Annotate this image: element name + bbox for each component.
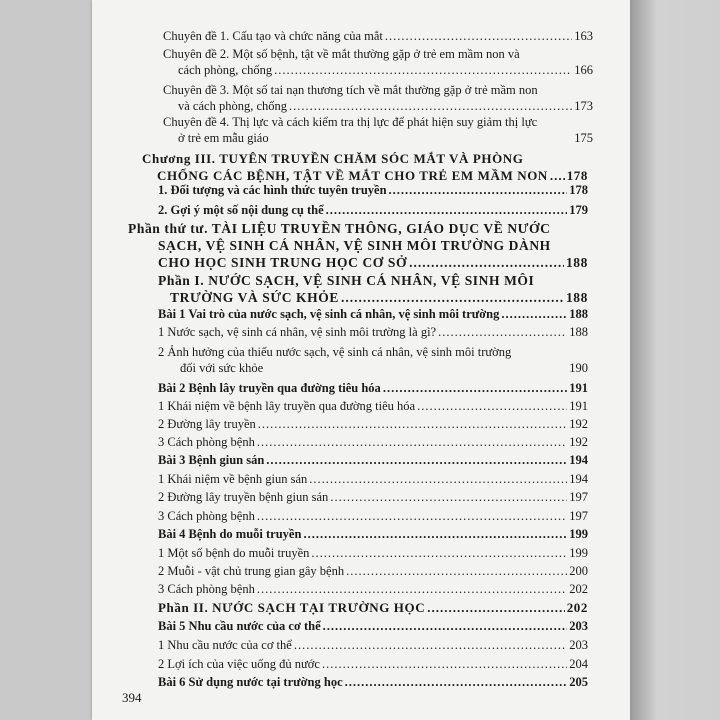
toc-page-number: 197 <box>569 490 588 504</box>
leader-dots <box>322 656 567 672</box>
toc-entry-phan-1 <box>158 272 588 306</box>
toc-page-number: 163 <box>574 29 593 43</box>
toc-entry-title-line3: CHO HỌC SINH TRUNG HỌC CƠ SỞ <box>158 255 408 270</box>
toc-page-number: 188 <box>565 290 588 305</box>
toc-entry-bai-4 <box>158 526 588 542</box>
toc-entry-bai-2-muc-3 <box>158 434 588 450</box>
toc-entry-chuong-3 <box>142 150 588 184</box>
toc-page-number: 199 <box>569 546 588 560</box>
toc-entry-doi-tuong <box>158 182 588 198</box>
toc-page-number: 190 <box>569 361 588 375</box>
toc-entry-title: 1 Khái niệm về bệnh lây truyền qua đường tiêu hóa <box>158 399 416 413</box>
toc-page-number: 203 <box>569 619 588 633</box>
toc-entry-chuyen-de-1 <box>163 28 593 44</box>
leader-dots <box>346 563 567 579</box>
toc-entry-title: 3 Cách phòng bệnh <box>158 435 255 449</box>
toc-entry-title: 2 Đường lây truyền <box>158 417 256 431</box>
toc-entry-bai-2-muc-2 <box>158 416 588 432</box>
toc-entry-title-line2: ở trẻ em mẫu giáo <box>178 131 269 145</box>
toc-page-number: 199 <box>569 527 588 541</box>
toc-entry-phan-thu-tu <box>128 220 588 271</box>
toc-page-number: 178 <box>569 183 588 197</box>
leader-dots <box>438 324 567 340</box>
toc-entry-bai-5 <box>158 618 588 634</box>
toc-entry-title-line1: Phần I. NƯỚC SẠCH, VỆ SINH CÁ NHÂN, VỆ SINH MÔI <box>158 273 535 288</box>
leader-dots <box>257 581 567 597</box>
toc-page-number: 166 <box>574 63 593 77</box>
leader-dots <box>303 526 567 542</box>
toc-page-number: 178 <box>566 168 588 183</box>
toc-entry-title: 3 Cách phòng bệnh <box>158 582 255 596</box>
toc-entry-title: 2. Gợi ý một số nội dung cụ thể <box>158 203 324 217</box>
leader-dots <box>257 434 567 450</box>
toc-entry-title: 1 Nước sạch, vệ sinh cá nhân, vệ sinh môi trường là gì? <box>158 325 437 339</box>
leader-dots <box>409 254 564 271</box>
toc-entry-title: Bài 5 Nhu cầu nước của cơ thể <box>158 619 321 633</box>
toc-entry-title: Bài 1 Vai trò của nước sạch, vệ sinh cá nhân, vệ sinh môi trường <box>158 307 500 321</box>
leader-dots <box>385 28 572 44</box>
toc-entry-bai-5-muc-1 <box>158 637 588 653</box>
toc-page-number: 188 <box>565 255 588 270</box>
toc-entry-bai-4-muc-1 <box>158 545 588 561</box>
toc-page-number: 194 <box>569 453 588 467</box>
toc-page-number: 192 <box>569 435 588 449</box>
toc-entry-title-line1: 2 Ảnh hưởng của thiếu nước sạch, vệ sinh cá nhân, vệ sinh môi trường <box>158 345 512 359</box>
toc-entry-bai-1-muc-1 <box>158 324 588 340</box>
toc-entry-title-line1: Chuyên đề 3. Một số tai nạn thương tích về mắt thường gặp ở trẻ mầm non <box>163 83 538 97</box>
leader-dots <box>309 471 567 487</box>
leader-dots <box>311 545 567 561</box>
toc-page-number: 173 <box>574 99 593 113</box>
leader-dots <box>323 618 568 634</box>
toc-entry-bai-5-muc-2 <box>158 656 588 672</box>
toc-entry-goi-y <box>158 202 588 218</box>
toc-page-number: 192 <box>569 417 588 431</box>
toc-entry-bai-2-muc-1 <box>158 398 588 414</box>
toc-entry-title-line2: CHỐNG CÁC BỆNH, TẬT VỀ MẮT CHO TRẺ EM MẦM NON <box>157 168 548 183</box>
toc-entry-bai-1 <box>158 306 588 322</box>
toc-page-number: 200 <box>569 564 588 578</box>
toc-entry-bai-4-muc-3 <box>158 581 588 597</box>
toc-entry-title-line2: SẠCH, VỆ SINH CÁ NHÂN, VỆ SINH MÔI TRƯỜNG DÀNH <box>158 238 551 253</box>
toc-entry-bai-3 <box>158 452 588 468</box>
leader-dots <box>257 508 567 524</box>
toc-page-number: 194 <box>569 472 588 486</box>
leader-dots <box>341 289 564 306</box>
toc-entry-title-line2: cách phòng, chống <box>178 63 273 77</box>
toc-page-number: 202 <box>566 600 588 615</box>
toc-entry-bai-3-muc-3 <box>158 508 588 524</box>
leader-dots <box>258 416 568 432</box>
toc-entry-title: 2 Đường lây truyền bệnh giun sán <box>158 490 329 504</box>
toc-entry-chuyen-de-4 <box>163 114 593 146</box>
toc-entry-phan-2 <box>158 600 588 616</box>
toc-entry-title-line1: Chương III. TUYÊN TRUYỀN CHĂM SÓC MẮT VÀ PHÒNG <box>142 151 524 166</box>
leader-dots <box>427 600 564 616</box>
toc-entry-title-line2: và cách phòng, chống <box>178 99 287 113</box>
leader-dots <box>326 202 568 218</box>
toc-page-number: 191 <box>569 399 588 413</box>
toc-entry-title: 1. Đối tượng và các hình thức tuyên truyền <box>158 183 387 197</box>
leader-dots <box>383 380 567 396</box>
toc-entry-bai-1-muc-2 <box>158 344 588 376</box>
toc-entry-title: 1 Khái niệm về bệnh giun sán <box>158 472 308 486</box>
toc-entry-title: 1 Một số bệnh do muỗi truyền <box>158 546 310 560</box>
leader-dots <box>389 182 568 198</box>
toc-page-number: 179 <box>569 203 588 217</box>
toc-entry-title: Chuyên đề 1. Cấu tạo và chức năng của mắt <box>163 29 383 43</box>
toc-entry-bai-2 <box>158 380 588 396</box>
toc-entry-bai-4-muc-2 <box>158 563 588 579</box>
toc-entry-title-line1: Chuyên đề 4. Thị lực và cách kiểm tra thị lực để phát hiện suy giảm thị lực <box>163 115 538 129</box>
toc-entry-title: Phần II. NƯỚC SẠCH TẠI TRƯỜNG HỌC <box>158 600 426 615</box>
toc-entry-bai-6 <box>158 674 588 690</box>
page-number: 394 <box>122 690 142 705</box>
toc-entry-chuyen-de-3 <box>163 82 593 114</box>
toc-entry-title: Bài 3 Bệnh giun sán <box>158 453 265 467</box>
leader-dots <box>501 306 567 322</box>
toc-page-number: 205 <box>569 675 588 689</box>
toc-page-number: 191 <box>569 381 588 395</box>
toc-page-number: 203 <box>569 638 588 652</box>
toc-page-number: 188 <box>569 307 588 321</box>
toc-entry-title-line1: Chuyên đề 2. Một số bệnh, tật về mắt thường gặp ở trẻ em mầm non và <box>163 47 520 61</box>
toc-entry-title: 3 Cách phòng bệnh <box>158 509 255 523</box>
toc-page-number: 202 <box>569 582 588 596</box>
toc-entry-title: Bài 6 Sử dụng nước tại trường học <box>158 675 343 689</box>
toc-entry-title: 1 Nhu cầu nước của cơ thể <box>158 638 292 652</box>
toc-page-number: 175 <box>574 131 593 145</box>
leader-dots <box>330 489 567 505</box>
leader-dots <box>289 98 572 114</box>
toc-entry-chuyen-de-2 <box>163 46 593 78</box>
toc-entry-title: Bài 2 Bệnh lây truyền qua đường tiêu hóa <box>158 381 381 395</box>
leader-dots <box>274 62 572 78</box>
toc-page-number: 188 <box>569 325 588 339</box>
leader-dots <box>345 674 568 690</box>
leader-dots <box>266 452 567 468</box>
toc-entry-title-line2: TRƯỜNG VÀ SỨC KHỎE <box>170 290 339 305</box>
toc-entry-title-line2: đối với sức khỏe <box>180 361 264 375</box>
toc-entry-bai-3-muc-2 <box>158 489 588 505</box>
toc-entry-title: Bài 4 Bệnh do muỗi truyền <box>158 527 302 541</box>
leader-dots <box>294 637 567 653</box>
toc-page-number: 197 <box>569 509 588 523</box>
toc-entry-title: 2 Lợi ích của việc uống đủ nước <box>158 657 320 671</box>
toc-entry-title-line1: Phần thứ tư. TÀI LIỆU TRUYỀN THÔNG, GIÁO DỤC VỀ NƯỚC <box>128 221 551 236</box>
toc-page-number: 204 <box>569 657 588 671</box>
toc-entry-bai-3-muc-1 <box>158 471 588 487</box>
leader-dots <box>417 398 567 414</box>
page-gutter <box>630 0 720 720</box>
toc-entry-title: 2 Muỗi - vật chủ trung gian gây bệnh <box>158 564 345 578</box>
